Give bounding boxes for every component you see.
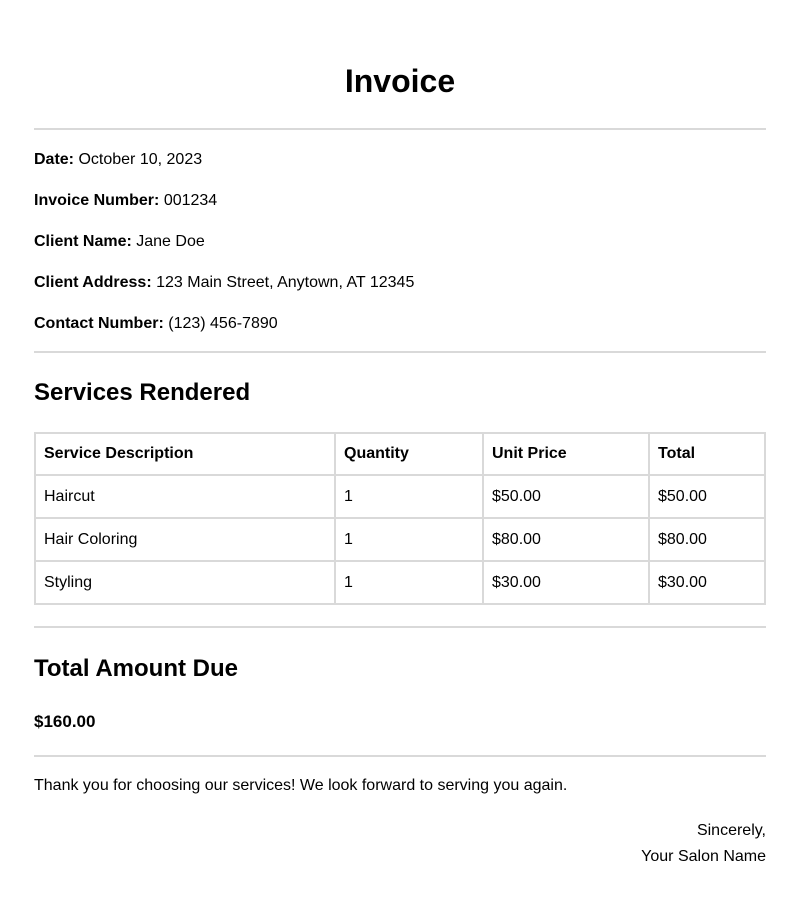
date-line [34, 151, 766, 169]
cell-total: $50.00 [649, 475, 765, 518]
cell-quantity: 1 [335, 518, 483, 561]
client-name-value: Jane Doe [136, 233, 205, 250]
cell-description: Haircut [35, 475, 335, 518]
date-value: October 10, 2023 [78, 151, 203, 168]
services-table [34, 432, 766, 605]
contact-number-value: (123) 456-7890 [168, 315, 278, 332]
client-address-line [34, 274, 766, 292]
table-header-row [35, 433, 765, 475]
cell-description: Styling [35, 561, 335, 604]
services-heading: Services Rendered [34, 379, 251, 406]
cell-quantity: 1 [335, 561, 483, 604]
invoice-number-value: 001234 [163, 192, 218, 209]
cell-description: Hair Coloring [35, 518, 335, 561]
cell-unit-price: $80.00 [483, 518, 649, 561]
invoice-title: Invoice [344, 63, 456, 99]
client-name-line [34, 233, 766, 251]
contact-number-label: Contact Number: [34, 315, 164, 332]
cell-quantity: 1 [335, 475, 483, 518]
cell-total: $30.00 [649, 561, 765, 604]
table-row [35, 561, 765, 604]
signature-text: Your Salon Name [641, 848, 766, 865]
client-name-label: Client Name: [34, 233, 132, 250]
client-address-value: 123 Main Street, Anytown, AT 12345 [156, 274, 415, 291]
column-header-description: Service Description [35, 433, 335, 475]
invoice-number-line [34, 192, 766, 210]
cell-total: $80.00 [649, 518, 765, 561]
thank-you-message: Thank you for choosing our services! We look forward to serving you again. [34, 777, 568, 794]
client-address-label: Client Address: [34, 274, 152, 291]
column-header-total: Total [649, 433, 765, 475]
column-header-quantity: Quantity [335, 433, 483, 475]
column-header-unit-price: Unit Price [483, 433, 649, 475]
cell-unit-price: $30.00 [483, 561, 649, 604]
table-row [35, 518, 765, 561]
invoice-details [34, 130, 766, 333]
cell-unit-price: $50.00 [483, 475, 649, 518]
contact-number-line [34, 315, 766, 333]
signoff [34, 818, 766, 870]
closing-text: Sincerely, [696, 822, 766, 839]
total-amount: $160.00 [34, 712, 96, 731]
date-label: Date: [34, 151, 75, 168]
total-heading: Total Amount Due [34, 655, 238, 682]
table-row [35, 475, 765, 518]
invoice-number-label: Invoice Number: [34, 192, 160, 209]
